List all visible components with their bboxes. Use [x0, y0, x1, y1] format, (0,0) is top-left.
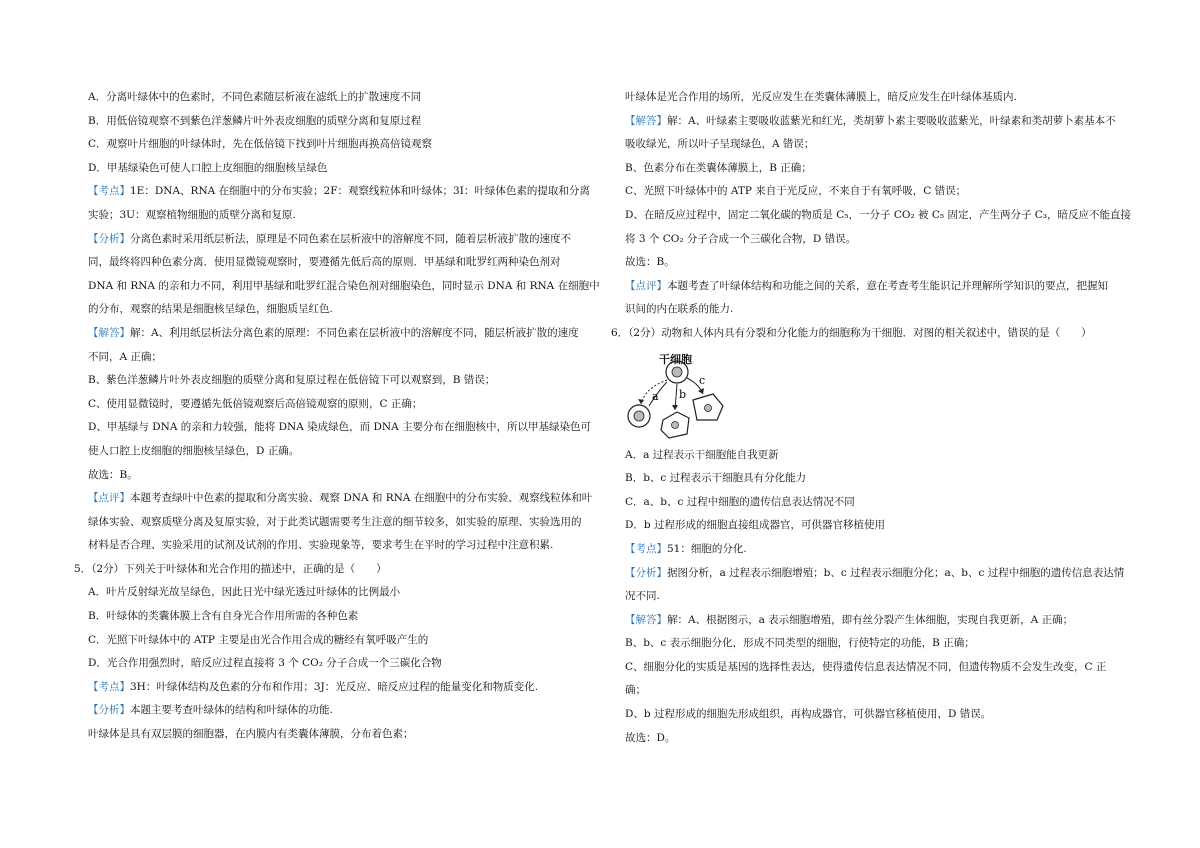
text-line: [625, 157, 1130, 181]
line-text: 故选：D。: [625, 731, 676, 744]
right-column-top: [611, 86, 1132, 346]
figure-title: 干细胞: [659, 352, 692, 366]
line-text: 材料是否合理、实验采用的试剂及试剂的作用、实验现象等，要求考生在平时的学习过程中注意积累.: [88, 539, 554, 552]
text-line: [88, 464, 588, 488]
line-text: 同，最终将四种色素分离．使用显微镜观察时，要遵循先低后高的原则．甲基绿和吡罗红两种染色剂对: [88, 256, 561, 269]
line-text: 3H：叶绿体结构及色素的分布和作用；3J：光反应、暗反应过程的能量变化和物质变化.: [130, 680, 539, 693]
line-text: 据图分析，a 过程表示细胞增殖；b、c 过程表示细胞分化；a、b、c 过程中细胞的遗传信息表达情: [667, 566, 1125, 579]
line-text: 将 3 个 CO₂ 分子合成一个三碳化合物，D 错误。: [625, 232, 857, 245]
text-line: [625, 609, 1130, 633]
cell-c-nucleus: [705, 404, 712, 411]
text-line: [74, 558, 588, 582]
text-line: [88, 86, 588, 110]
text-line: [88, 251, 588, 275]
line-text: D．光合作用强烈时，暗反应过程直接将 3 个 CO₂ 分子合成一个三碳化合物: [88, 657, 442, 670]
text-line: [88, 629, 588, 653]
line-text: A．叶片反射绿光故呈绿色，因此日光中绿光透过叶绿体的比例最小: [88, 586, 401, 599]
text-line: [625, 298, 1130, 322]
label-c: c: [699, 373, 706, 387]
section-tag: 【分析】: [625, 566, 667, 579]
line-text: D．甲基绿染色可使人口腔上皮细胞的细胞核呈绿色: [88, 161, 328, 174]
line-text: 叶绿体是光合作用的场所，光反应发生在类囊体薄膜上，暗反应发生在叶绿体基质内.: [625, 91, 1017, 103]
text-line: [625, 727, 1130, 751]
line-text: 绿体实验、观察质壁分离及复原实验，对于此类试题需要考生注意的细节较多，如实验的原理、实验选用的: [88, 515, 582, 528]
line-text: B．b、c 过程表示干细胞具有分化能力: [625, 472, 807, 485]
section-tag: 【点评】: [88, 492, 130, 505]
text-line: [88, 393, 588, 417]
arrow-a-head: [638, 399, 644, 404]
line-text: C．光照下叶绿体中的 ATP 主要是由光合作用合成的糖经有氧呼吸产生的: [88, 633, 429, 646]
line-text: B、色素分布在类囊体薄膜上，B 正确；: [625, 161, 812, 174]
line-text: 解：A、叶绿素主要吸收蓝紫光和红光，类胡萝卜素主要吸收蓝紫光，叶绿素和类胡萝卜素基本不: [667, 114, 1116, 127]
cell-b-nucleus: [672, 421, 679, 428]
text-line: [88, 416, 592, 440]
text-line: [625, 656, 1130, 680]
text-line: [625, 86, 1130, 110]
text-line: [88, 369, 588, 393]
line-text: 吸收绿光，所以叶子呈现绿色，A 错误；: [625, 138, 815, 151]
section-tag: 【点评】: [625, 279, 667, 292]
arrow-c-head: [698, 388, 704, 394]
line-text: 不同，A 正确；: [88, 350, 162, 363]
text-line: [625, 275, 1130, 299]
question-number: 6．: [611, 326, 629, 339]
line-text: D．b 过程形成的细胞直接组成器官，可供器官移植使用: [625, 519, 885, 532]
text-line: [88, 699, 588, 723]
line-text: （2分）下列关于叶绿体和光合作用的描述中，正确的是（ ）: [91, 562, 387, 575]
text-line: [88, 346, 588, 370]
line-text: C．a、b、c 过程中细胞的遗传信息表达情况不同: [625, 495, 855, 508]
line-text: 识间的内在联系的能力.: [625, 303, 734, 316]
text-line: [88, 322, 588, 346]
text-line: [88, 133, 588, 157]
line-text: C、细胞分化的实质是基因的选择性表达，使得遗传信息表达情况不同，但遗传物质不会发生改变，C 正: [625, 660, 1107, 673]
label-a: a: [652, 389, 659, 403]
text-line: [88, 228, 588, 252]
line-text: C、使用显微镜时，要遵循先低倍镜观察后高倍镜观察的原则，C 正确；: [88, 397, 423, 410]
label-b: b: [679, 387, 687, 401]
line-text: 叶绿体是具有双层膜的细胞器，在内膜内有类囊体薄膜，分布着色素；: [88, 728, 414, 741]
text-line: [625, 703, 1130, 727]
text-line: [88, 180, 588, 204]
line-text: 本题主要考查叶绿体的结构和叶绿体的功能.: [130, 704, 333, 717]
arrow-b-head: [672, 405, 678, 410]
line-text: 使人口腔上皮细胞的细胞核呈绿色，D 正确。: [88, 444, 300, 457]
text-line: [625, 491, 1130, 515]
text-line: [88, 275, 600, 299]
text-line: [88, 487, 593, 511]
line-text: B．用低倍镜观察不到紫色洋葱鳞片叶外表皮细胞的质壁分离和复原过程: [88, 114, 422, 127]
text-line: [88, 605, 588, 629]
section-tag: 【解答】: [88, 326, 130, 339]
text-line: [625, 110, 1130, 134]
line-text: A．分离叶绿体中的色素时，不同色素随层析液在滤纸上的扩散速度不同: [88, 91, 422, 103]
line-text: （2分）动物和人体内具有分裂和分化能力的细胞称为干细胞．对图的相关叙述中，错误的是（ ）: [628, 326, 1092, 339]
text-line: [88, 440, 588, 464]
text-line: [88, 534, 588, 558]
text-line: [625, 632, 1130, 656]
stem-cell-diagram: [625, 348, 765, 440]
text-line: [88, 157, 588, 181]
section-tag: 【分析】: [88, 232, 130, 245]
section-tag: 【解答】: [625, 613, 667, 626]
text-line: [88, 652, 588, 676]
line-text: 本题考查了叶绿体结构和功能之间的关系，意在考查考生能识记并理解所学知识的要点，把握知: [667, 279, 1108, 292]
line-text: 解：A、利用纸层析法分离色素的原理：不同色素在层析液中的溶解度不同，随层析液扩散的速度: [130, 326, 579, 339]
renewed-cell-nucleus: [634, 411, 644, 421]
text-line: [625, 514, 1130, 538]
line-text: 实验；3U：观察植物细胞的质壁分离和复原.: [88, 208, 296, 221]
section-tag: 【分析】: [88, 704, 130, 717]
section-tag: 【考点】: [625, 542, 667, 555]
text-line: [625, 444, 1130, 468]
text-line: [611, 322, 1130, 346]
text-line: [625, 562, 1130, 586]
text-line: [625, 180, 1130, 204]
line-text: A．a 过程表示干细胞能自我更新: [625, 448, 779, 461]
line-text: D、甲基绿与 DNA 的亲和力较强，能将 DNA 染成绿色，而 DNA 主要分布在细胞核中，所以甲基绿染色可: [88, 421, 592, 434]
text-line: [625, 538, 1130, 562]
line-text: C、光照下叶绿体中的 ATP 来自于光反应，不来自于有氧呼吸，C 错误；: [625, 185, 967, 198]
question-number: 5．: [74, 562, 92, 575]
stem-cell-figure: [625, 348, 765, 440]
right-column-bottom: [625, 444, 1130, 751]
section-tag: 【考点】: [88, 185, 130, 198]
line-text: 解：A、根据图示，a 表示细胞增殖，即有丝分裂产生体细胞，实现自我更新，A 正确；: [667, 613, 1074, 626]
line-text: C．观察叶片细胞的叶绿体时，先在低倍镜下找到叶片细胞再换高倍镜观察: [88, 138, 433, 151]
section-tag: 【考点】: [88, 680, 130, 693]
text-line: [88, 110, 588, 134]
text-line: [625, 585, 1130, 609]
line-text: 故选：B。: [88, 468, 138, 481]
line-text: 的分布，观察的结果是细胞核呈绿色，细胞质呈红色.: [88, 303, 333, 316]
line-text: D、在暗反应过程中，固定二氧化碳的物质是 C₅，一分子 CO₂ 被 C₅ 固定，产生两分子 C₃，暗反应不能直接: [625, 208, 1132, 221]
line-text: D、b 过程形成的细胞先形成组织，再构成器官，可供器官移植使用，D 错误。: [625, 708, 992, 721]
text-line: [625, 204, 1130, 228]
text-line: [625, 467, 1130, 491]
line-text: 确；: [625, 684, 646, 697]
text-line: [88, 676, 588, 700]
right-column: [611, 86, 1132, 750]
text-line: [88, 511, 588, 535]
line-text: 本题考查绿叶中色素的提取和分离实验、观察 DNA 和 RNA 在细胞中的分布实验、观察线粒体和叶: [130, 492, 593, 505]
left-column: [74, 86, 600, 747]
text-line: [625, 228, 1130, 252]
line-text: 51：细胞的分化.: [667, 542, 747, 555]
text-line: [88, 723, 588, 747]
text-line: [88, 581, 588, 605]
line-text: 分离色素时采用纸层析法，原理是不同色素在层析液中的溶解度不同，随着层析液扩散的速度不: [130, 232, 571, 245]
line-text: B．叶绿体的类囊体膜上含有自身光合作用所需的各种色素: [88, 610, 359, 623]
line-text: 1E：DNA、RNA 在细胞中的分布实验；2F：观察线粒体和叶绿体；3I：叶绿体色素的提取和分离: [130, 185, 590, 198]
text-line: [625, 251, 1130, 275]
text-line: [625, 133, 1130, 157]
text-line: [88, 204, 588, 228]
line-text: B、紫色洋葱鳞片叶外表皮细胞的质壁分离和复原过程在低倍镜下可以观察到，B 错误；: [88, 374, 496, 387]
section-tag: 【解答】: [625, 114, 667, 127]
line-text: 故选：B。: [625, 256, 675, 269]
text-line: [88, 298, 588, 322]
line-text: 况不同.: [625, 590, 660, 603]
text-line: [625, 679, 1130, 703]
line-text: DNA 和 RNA 的亲和力不同，利用甲基绿和吡罗红混合染色剂对细胞染色，同时显示 DNA 和 RNA 在细胞中: [88, 279, 600, 292]
line-text: B、b、c 表示细胞分化，形成不同类型的细胞，行使特定的功能，B 正确；: [625, 637, 975, 650]
